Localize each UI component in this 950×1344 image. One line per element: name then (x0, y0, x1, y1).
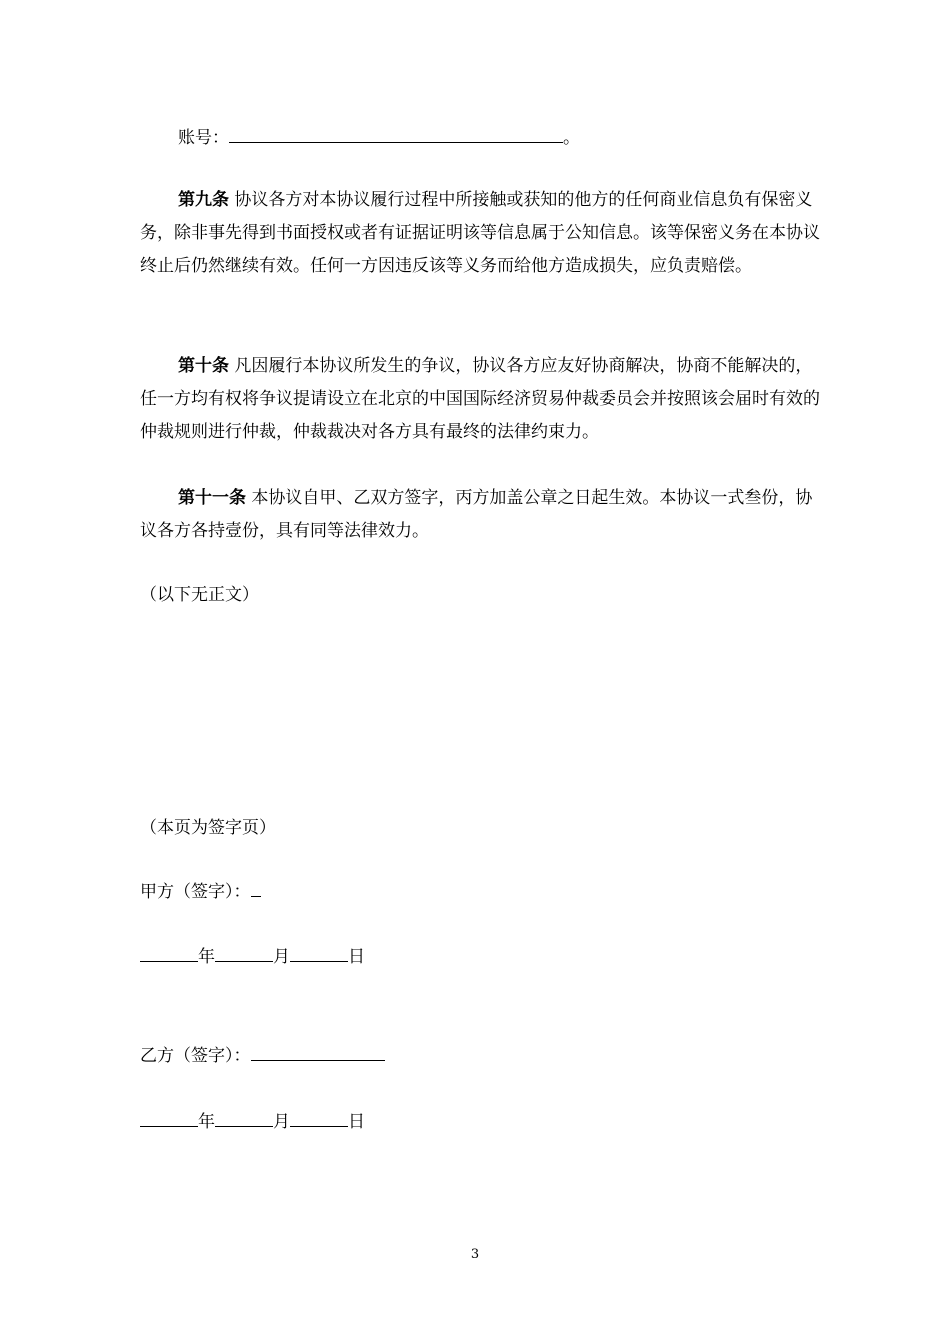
article-11-heading: 第十一条 (178, 488, 246, 508)
party-b-label: 乙方（签字）： (140, 1046, 251, 1066)
party-b-day-blank (290, 1112, 348, 1127)
party-b-year-blank-tail (178, 1112, 198, 1127)
article-9-body: 协议各方对本协议履行过程中所接触或获知的他方的任何商业信息负有保密义务，除非事先得到书面授权或者有证据证明该等信息属于公知信息。该等保密义务在本协议终止后仍然继续有效。任何一方因违反该等义务而给他方造成损失，应负责赔偿。 (140, 190, 820, 276)
party-b-year-label: 年 (198, 1112, 215, 1132)
party-b-month-label: 月 (273, 1112, 290, 1132)
account-end: 。 (563, 128, 580, 148)
party-a-month-label: 月 (273, 947, 290, 967)
party-a-label: 甲方（签字）： (140, 882, 251, 902)
party-a-year-label: 年 (198, 947, 215, 967)
article-9-heading: 第九条 (178, 190, 229, 210)
party-b-date-line (140, 1106, 820, 1139)
account-label: 账号： (178, 128, 229, 148)
page-number: 3 (470, 1247, 480, 1262)
signature-page-note: （本页为签字页） (140, 818, 276, 838)
party-b-year-blank-mid (148, 1112, 178, 1127)
article-10-heading: 第十条 (178, 356, 229, 376)
party-b-day-label: 日 (348, 1112, 365, 1132)
article-9 (140, 184, 825, 283)
party-a-date-line (140, 941, 820, 974)
party-b-signature-blank (251, 1046, 385, 1061)
article-11-body: 本协议自甲、乙双方签字，丙方加盖公章之日起生效。本协议一式叁份，协议各方各持壹份，具有同等法律效力。 (140, 488, 813, 541)
party-b-line (140, 1040, 820, 1073)
party-a-month-blank (215, 947, 273, 962)
article-10-body: 凡因履行本协议所发生的争议，协议各方应友好协商解决，协商不能解决的，任一方均有权将争议提请设立在北京的中国国际经济贸易仲裁委员会并按照该会届时有效的仲裁规则进行仲裁，仲裁裁决对各方具有最终的法律约束力。 (140, 356, 820, 442)
party-a-day-blank (290, 947, 348, 962)
party-a-year-blank (140, 947, 198, 962)
party-b-year-blank-lead (140, 1112, 148, 1127)
party-b-month-blank (215, 1112, 273, 1127)
party-a-line (140, 876, 820, 909)
article-10 (140, 350, 825, 449)
party-a-signature-blank (251, 882, 261, 897)
account-blank (229, 128, 563, 143)
article-11 (140, 482, 825, 548)
account-line (178, 122, 858, 155)
no-more-text: （以下无正文） (140, 585, 259, 605)
party-a-day-label: 日 (348, 947, 365, 967)
